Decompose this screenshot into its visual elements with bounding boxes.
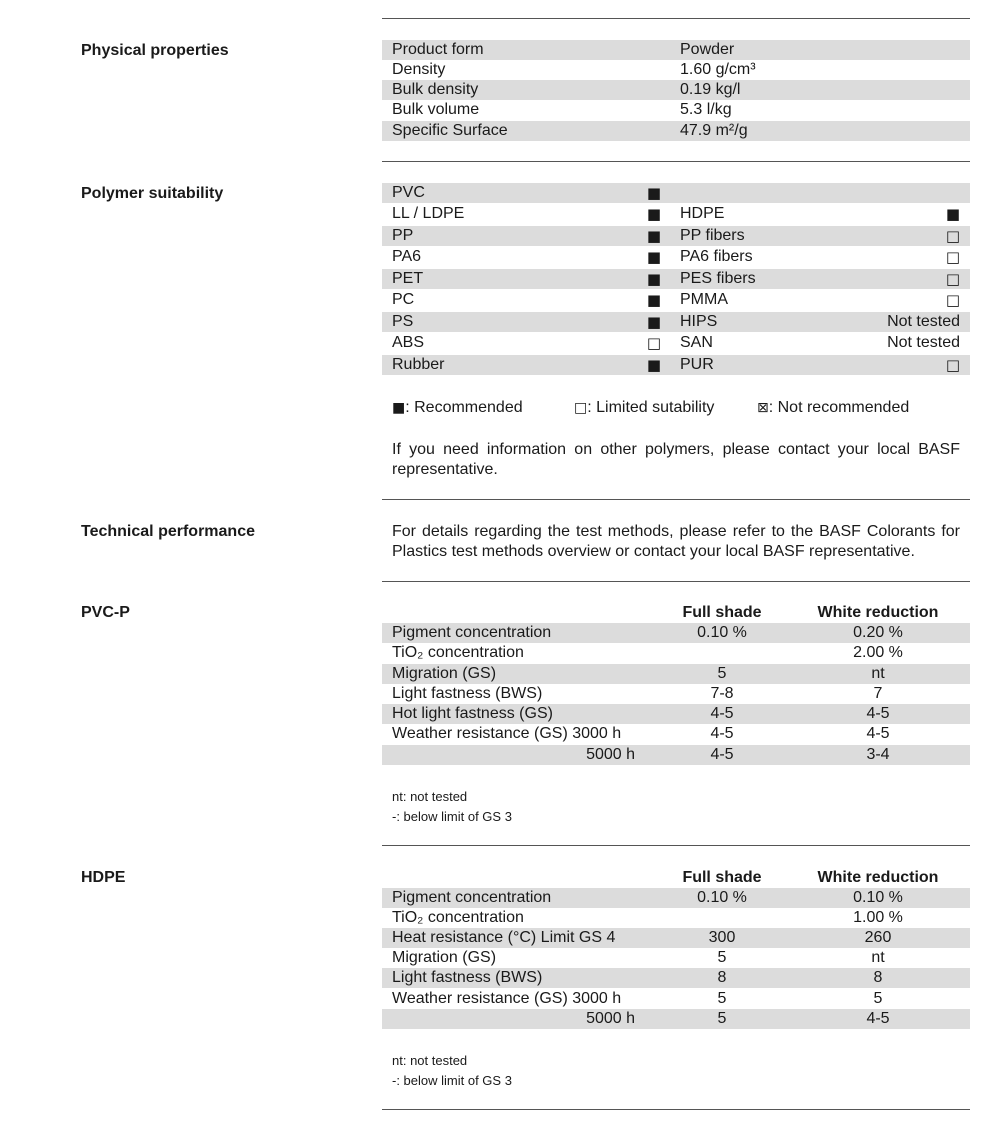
property-label: Product form bbox=[392, 41, 484, 58]
divider bbox=[382, 581, 970, 582]
table-row bbox=[382, 704, 970, 724]
table-row bbox=[382, 948, 970, 968]
table-row bbox=[382, 684, 970, 704]
suitability-mark-icon: □ bbox=[945, 248, 960, 266]
suitability-note: Not tested bbox=[887, 334, 960, 351]
property-label: Hot light fastness (GS) bbox=[392, 705, 553, 722]
table-row bbox=[382, 355, 970, 375]
table-row bbox=[382, 183, 970, 203]
white-reduction-value: nt bbox=[871, 665, 885, 682]
footnote: -: below limit of GS 3 bbox=[392, 1073, 512, 1088]
divider bbox=[382, 161, 970, 162]
suitability-mark-icon: ■ bbox=[646, 248, 662, 266]
property-label: 5000 h bbox=[586, 746, 635, 763]
white-reduction-value: 4-5 bbox=[866, 725, 890, 742]
property-label: TiO₂ concentration bbox=[392, 644, 524, 661]
polymer-name: HIPS bbox=[680, 313, 718, 330]
property-label: Pigment concentration bbox=[392, 889, 552, 906]
divider bbox=[382, 845, 970, 846]
suitability-mark-icon: ■ bbox=[646, 184, 662, 202]
legend-not-recommended bbox=[757, 398, 909, 418]
polymer-name: PP bbox=[392, 227, 414, 244]
full-shade-value: 4-5 bbox=[710, 746, 734, 763]
table-row bbox=[382, 724, 970, 744]
white-reduction-value: 0.10 % bbox=[853, 889, 903, 906]
suitability-mark-icon: ■ bbox=[646, 356, 662, 374]
property-label: Light fastness (BWS) bbox=[392, 969, 543, 986]
full-shade-value: 4-5 bbox=[710, 725, 734, 742]
suitability-mark-icon: ■ bbox=[646, 227, 662, 245]
property-label: Specific Surface bbox=[392, 122, 508, 139]
polymer-name: PUR bbox=[680, 356, 714, 373]
polymer-name: PP fibers bbox=[680, 227, 745, 244]
property-label: Density bbox=[392, 61, 446, 78]
white-reduction-value: 4-5 bbox=[866, 705, 890, 722]
polymer-name: PC bbox=[392, 291, 415, 308]
section-title-physical-properties: Physical properties bbox=[81, 42, 229, 59]
property-label: Heat resistance (°C) Limit GS 4 bbox=[392, 929, 616, 946]
empty-square-icon: □ bbox=[574, 400, 588, 416]
table-row bbox=[382, 664, 970, 684]
table-row bbox=[382, 80, 970, 100]
property-label: 5000 h bbox=[586, 1010, 635, 1027]
property-label: Migration (GS) bbox=[392, 949, 497, 966]
suitability-mark-icon: ■ bbox=[646, 205, 662, 223]
property-label: Weather resistance (GS) 3000 h bbox=[392, 990, 622, 1007]
property-value: 5.3 l/kg bbox=[680, 101, 732, 118]
polymer-name: PA6 fibers bbox=[680, 248, 753, 265]
table-row bbox=[382, 312, 970, 332]
white-reduction-value: 260 bbox=[864, 929, 892, 946]
suitability-mark-icon: □ bbox=[945, 356, 960, 374]
suitability-mark-icon: □ bbox=[945, 227, 960, 245]
white-reduction-value: 0.20 % bbox=[853, 624, 903, 641]
polymer-info-text: If you need information on other polymers, please contact your local BASF representative. bbox=[392, 441, 960, 478]
column-header-white-reduction: White reduction bbox=[817, 869, 939, 886]
table-row bbox=[382, 968, 970, 988]
filled-square-icon: ■ bbox=[392, 400, 406, 416]
full-shade-value: 5 bbox=[717, 949, 727, 966]
polymer-name: Rubber bbox=[392, 356, 445, 373]
polymer-name: ABS bbox=[392, 334, 425, 351]
table-row bbox=[382, 908, 970, 928]
polymer-name: PS bbox=[392, 313, 414, 330]
table-row bbox=[382, 100, 970, 120]
suitability-mark-icon: □ bbox=[646, 334, 662, 352]
table-row bbox=[382, 204, 970, 224]
section-title-pvc-p: PVC-P bbox=[81, 604, 130, 621]
polymer-name: HDPE bbox=[680, 205, 725, 222]
legend-label: : Limited sutability bbox=[587, 399, 715, 416]
polymer-name: PVC bbox=[392, 184, 425, 201]
full-shade-value: 5 bbox=[717, 1010, 727, 1027]
footnote: -: below limit of GS 3 bbox=[392, 809, 512, 824]
full-shade-value: 5 bbox=[717, 665, 727, 682]
property-value: 47.9 m²/g bbox=[680, 122, 748, 139]
column-header-full-shade: Full shade bbox=[682, 604, 762, 621]
polymer-name: SAN bbox=[680, 334, 713, 351]
white-reduction-value: 4-5 bbox=[866, 1010, 890, 1027]
full-shade-value: 0.10 % bbox=[697, 624, 747, 641]
divider-top bbox=[382, 18, 970, 19]
table-header bbox=[382, 603, 970, 623]
white-reduction-value: 1.00 % bbox=[853, 909, 903, 926]
polymer-name: PET bbox=[392, 270, 424, 287]
column-header-white-reduction: White reduction bbox=[817, 604, 939, 621]
property-label: TiO₂ concentration bbox=[392, 909, 524, 926]
footnote: nt: not tested bbox=[392, 789, 468, 804]
footnote: nt: not tested bbox=[392, 1053, 468, 1068]
white-reduction-value: 3-4 bbox=[866, 746, 890, 763]
column-header-full-shade: Full shade bbox=[682, 869, 762, 886]
property-label: Pigment concentration bbox=[392, 624, 552, 641]
suitability-mark-icon: ■ bbox=[646, 291, 662, 309]
white-reduction-value: 8 bbox=[873, 969, 883, 986]
suitability-mark-icon: ■ bbox=[646, 313, 662, 331]
property-label: Bulk density bbox=[392, 81, 479, 98]
table-row bbox=[382, 290, 970, 310]
polymer-name: PMMA bbox=[680, 291, 728, 308]
table-row bbox=[382, 40, 970, 60]
property-value: Powder bbox=[680, 41, 735, 58]
legend-label: : Not recommended bbox=[768, 399, 910, 416]
suitability-mark-icon: □ bbox=[945, 270, 960, 288]
property-label: Weather resistance (GS) 3000 h bbox=[392, 725, 622, 742]
full-shade-value: 5 bbox=[717, 990, 727, 1007]
table-row bbox=[382, 1009, 970, 1029]
table-row bbox=[382, 269, 970, 289]
crossed-square-icon: ⊠ bbox=[757, 400, 769, 416]
property-label: Bulk volume bbox=[392, 101, 480, 118]
property-value: 0.19 kg/l bbox=[680, 81, 741, 98]
full-shade-value: 300 bbox=[708, 929, 736, 946]
legend-recommended bbox=[392, 398, 523, 418]
suitability-note: Not tested bbox=[887, 313, 960, 330]
table-row bbox=[382, 60, 970, 80]
section-title-technical-performance: Technical performance bbox=[81, 523, 255, 540]
property-label: Light fastness (BWS) bbox=[392, 685, 543, 702]
legend-label: : Recommended bbox=[405, 399, 523, 416]
white-reduction-value: 5 bbox=[873, 990, 883, 1007]
white-reduction-value: 2.00 % bbox=[853, 644, 903, 661]
full-shade-value: 8 bbox=[717, 969, 727, 986]
table-row bbox=[382, 643, 970, 663]
property-value: 1.60 g/cm³ bbox=[680, 61, 756, 78]
table-row bbox=[382, 623, 970, 643]
suitability-mark-icon: ■ bbox=[646, 270, 662, 288]
white-reduction-value: 7 bbox=[873, 685, 883, 702]
polymer-name: PES fibers bbox=[680, 270, 756, 287]
table-row bbox=[382, 121, 970, 141]
section-title-polymer-suitability: Polymer suitability bbox=[81, 185, 224, 202]
polymer-name: LL / LDPE bbox=[392, 205, 465, 222]
table-header bbox=[382, 868, 970, 888]
divider bbox=[382, 499, 970, 500]
white-reduction-value: nt bbox=[871, 949, 885, 966]
table-row bbox=[382, 989, 970, 1009]
suitability-mark-icon: □ bbox=[945, 291, 960, 309]
table-row bbox=[382, 226, 970, 246]
table-row bbox=[382, 333, 970, 353]
divider-bottom bbox=[382, 1109, 970, 1110]
table-row bbox=[382, 888, 970, 908]
full-shade-value: 4-5 bbox=[710, 705, 734, 722]
table-row bbox=[382, 745, 970, 765]
section-title-hdpe: HDPE bbox=[81, 869, 126, 886]
full-shade-value: 0.10 % bbox=[697, 889, 747, 906]
technical-info-text: For details regarding the test methods, please refer to the BASF Colorants for Plastics test methods overview or contact your local BASF representative. bbox=[392, 523, 960, 560]
property-label: Migration (GS) bbox=[392, 665, 497, 682]
table-row bbox=[382, 928, 970, 948]
suitability-mark-icon: ■ bbox=[945, 205, 960, 223]
table-row bbox=[382, 247, 970, 267]
legend-limited bbox=[574, 398, 714, 418]
full-shade-value: 7-8 bbox=[710, 685, 734, 702]
polymer-name: PA6 bbox=[392, 248, 422, 265]
